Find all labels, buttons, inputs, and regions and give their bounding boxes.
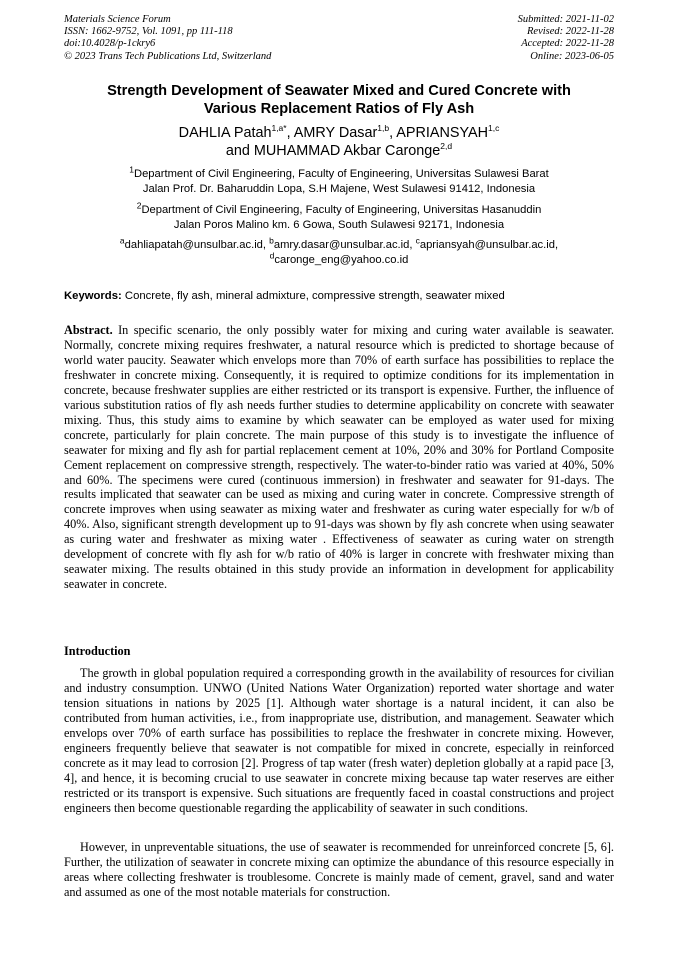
journal-doi: doi:10.4028/p-1ckry6 <box>64 38 156 50</box>
author-name: APRIANSYAH <box>396 125 488 141</box>
author-affiliation-mark: 1,b <box>377 123 390 134</box>
affiliation-1 <box>64 164 614 197</box>
keywords-text: Concrete, fly ash, mineral admixture, compressive strength, seawater mixed <box>121 290 505 302</box>
title-line-1: Strength Development of Seawater Mixed and Cured Concrete with <box>107 83 571 99</box>
paper-title <box>64 82 614 118</box>
abstract-label: Abstract. <box>64 323 113 337</box>
journal-copyright: © 2023 Trans Tech Publications Ltd, Switzerland <box>64 50 272 62</box>
author-list <box>64 124 614 160</box>
affiliation-2-line-1 <box>64 200 614 218</box>
journal-issn: ISSN: 1662-9752, Vol. 1091, pp 111-118 <box>64 26 233 38</box>
section-heading-introduction: Introduction <box>64 644 131 658</box>
author-conjunction: and <box>225 143 254 159</box>
author-emails <box>64 235 614 268</box>
publication-dates <box>518 14 614 63</box>
affiliation-2 <box>64 200 614 233</box>
author-name: DAHLIA Patah <box>178 125 272 141</box>
journal-info <box>64 14 271 63</box>
introduction-paragraph-1: The growth in global population required a corresponding growth in the availability of resources for civilian and industry consumption. UNWO (United Nations Water Organization) reported water shortage and water tension situations in nations by 2025 [1]. Although water shortage is a natural incident, it can also be contributed from human activities, i.e., from inappropriate use, distribution, and management. Seawater which envelops over 70% of earth surface has possibilities to replace the freshwater in concrete mixing. However, engineers frequently believe that seawater is not compatible for mixed in concrete, especially in reinforced concrete as it may lead to corrosion [2]. Progress of tap water (fresh water) depletion globally at a rapid pace [3, 4], and hence, it is becoming crucial to use seawater in concrete mixing because tap water reserves are either restricted or its transport is expensive. Such situations are frequently faced in coastal constructions and project engineers then become questionable regarding the applicability of seawater in such conditions. <box>64 666 614 815</box>
email-link[interactable]: dahliapatah@unsulbar.ac.id, <box>124 239 270 251</box>
date-accepted: Accepted: 2022-11-28 <box>521 38 614 50</box>
author-separator: , <box>389 125 397 141</box>
author-affiliation-mark: 1,a* <box>271 123 287 134</box>
author-name: MUHAMMAD Akbar Caronge <box>253 143 441 159</box>
emails-line-1 <box>64 235 614 253</box>
introduction-paragraph-2: However, in unpreventable situations, the use of seawater is recommended for unreinforced concrete [5, 6]. Further, the utilization of seawater in concrete mixing can optimize the abundance of this resource especially in areas where collecting freshwater is troublesome. Concrete is mainly made of cement, gravel, sand and water and assumed as one of the most notable materials for construction. <box>64 840 614 899</box>
affiliation-text: Department of Civil Engineering, Faculty of Engineering, Universitas Sulawesi Barat <box>133 168 549 180</box>
journal-name: Materials Science Forum <box>64 14 171 25</box>
affiliation-mark: 1 <box>129 164 134 175</box>
email-link[interactable]: amry.dasar@unsulbar.ac.id, <box>273 239 416 251</box>
keywords-label: Keywords: <box>64 290 122 302</box>
author-line-2 <box>64 142 614 160</box>
affiliation-1-line-2: Jalan Prof. Dr. Baharuddin Lopa, S.H Majene, West Sulawesi 91412, Indonesia <box>142 183 536 195</box>
affiliation-2-line-2: Jalan Poros Malino km. 6 Gowa, South Sulawesi 92171, Indonesia <box>173 219 505 231</box>
affiliation-text: Department of Civil Engineering, Faculty of Engineering, Universitas Hasanuddin <box>141 204 542 216</box>
author-name: AMRY Dasar <box>293 125 378 141</box>
abstract <box>64 323 614 592</box>
email-mark: c <box>415 235 420 246</box>
title-line-2: Various Replacement Ratios of Fly Ash <box>203 101 475 117</box>
email-mark: b <box>269 235 274 246</box>
date-revised: Revised: 2022-11-28 <box>527 26 614 38</box>
affiliation-mark: 2 <box>136 200 142 211</box>
author-separator: , <box>286 125 294 141</box>
abstract-text: In specific scenario, the only possibly water for mixing and curing water available is seawater. Normally, concrete mixing requires freshwater, a natural resource which is predicted to shortage because of world water paucity. Seawater which envelops more than 70% of earth surface has possibilities to replace the freshwater in concrete mixing. Consequently, it is required to optimize conditions for its implementation in concrete, because freshwater supplies are either restricted or its transport is expensive. Further, the influence of various substitution ratios of fly ash needs further studies to determine applicability on concrete with seawater mixing. Thus, this study aims to examine by which seawater can be employed as water used for mixing concrete, particularly for plain concrete. The main purpose of this study is to investigate the influence of seawater for mixing and fly ash for partial replacement cement at 10%, 20% and 30% for Portland Composite Cement replacement on compressive strength, respectively. The water-to-binder ratio was varied at 40%, 50% and 60%. The specimens were cured (continuous immersion) in freshwater and seawater for 91-days. The results implicated that seawater can be used as mixing and curing water in concrete. Compressive strength of concrete improves when using seawater as mixing water and freshwater as curing water especially for w/b of 40%. Also, significant strength development up to 91-days was shown by fly ash concrete when using seawater as curing water and freshwater as mixing water . Effectiveness of seawater as curing water on strength development of concrete with fly ash for w/b ratio of 40% is larger in concrete with freshwater mixing than seawater mixing. The results obtained in this study provide an information in development for applicability seawater in concrete. <box>64 323 614 592</box>
affiliation-1-line-1 <box>64 164 614 182</box>
keywords <box>64 289 614 304</box>
email-link[interactable]: apriansyah@unsulbar.ac.id, <box>419 239 559 251</box>
author-affiliation-mark: 2,d <box>440 141 453 152</box>
email-mark: d <box>269 250 275 261</box>
email-mark: a <box>119 235 125 246</box>
email-link[interactable]: caronge_eng@yahoo.co.id <box>274 254 409 266</box>
author-affiliation-mark: 1,c <box>487 123 500 134</box>
date-online: Online: 2023-06-05 <box>530 50 614 62</box>
author-line-1 <box>64 124 614 142</box>
date-submitted: Submitted: 2021-11-02 <box>517 14 614 25</box>
emails-line-2 <box>64 250 614 268</box>
